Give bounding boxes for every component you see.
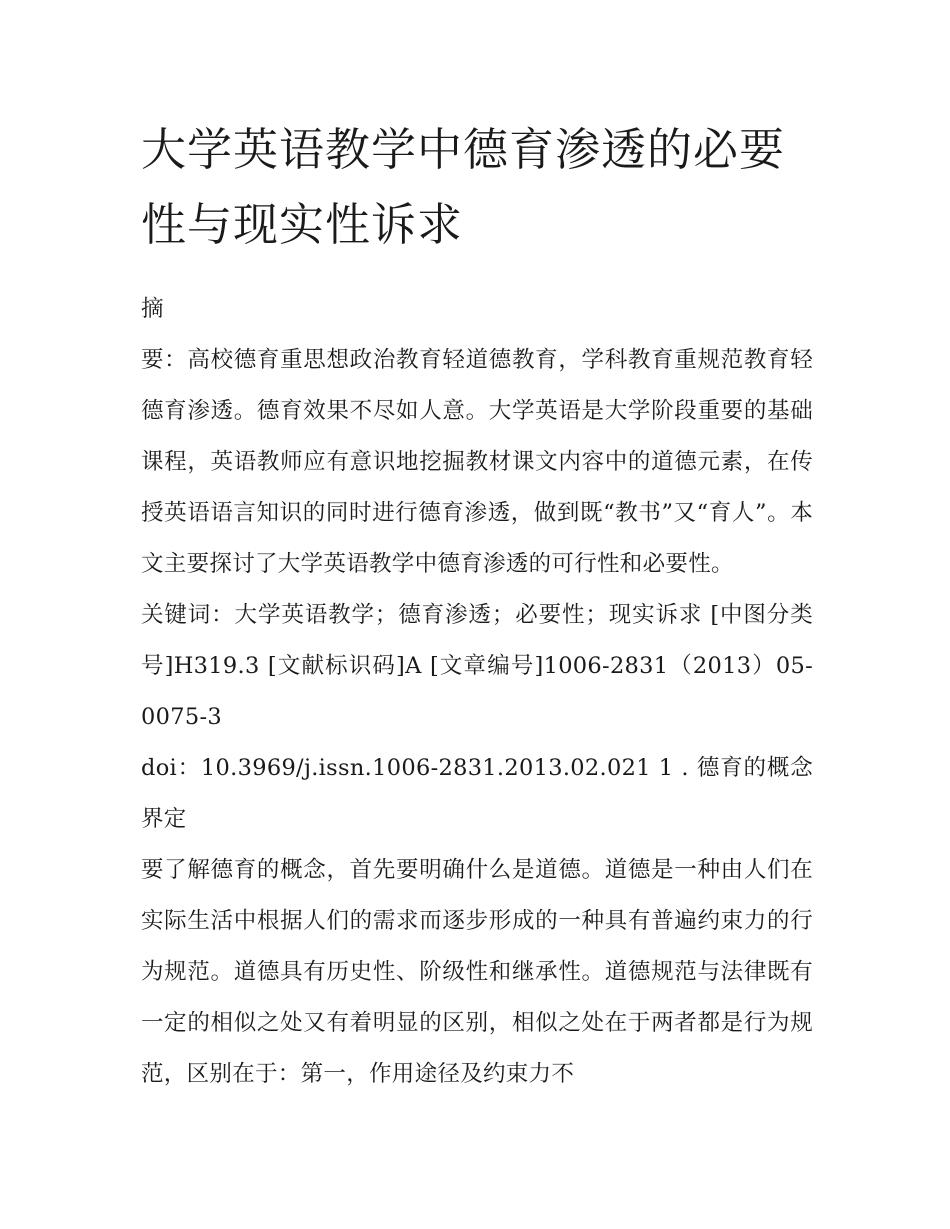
document-page xyxy=(141,112,813,1100)
abstract-label: 摘 xyxy=(141,296,164,322)
keywords-line: 关键词：大学英语教学；德育渗透；必要性；现实诉求 [中图分类号]H319.3 [文献标识码]A [文章编号]1006-2831（2013）05-0075-3 xyxy=(141,602,813,730)
article-title: 大学英语教学中德育渗透的必要性与现实性诉求 xyxy=(141,123,786,251)
abstract-text: 要：高校德育重思想政治教育轻道德教育，学科教育重规范教育轻德育渗透。德育效果不尽如人意。大学英语是大学阶段重要的基础课程，英语教师应有意识地挖掘教材课文内容中的道德元素，在传授英语语言知识的同时进行德育渗透，做到既“教书”又“育人”。本文主要探讨了大学英语教学中德育渗透的可行性和必要性。 xyxy=(141,347,813,577)
body-paragraph: 要了解德育的概念，首先要明确什么是道德。道德是一种由人们在实际生活中根据人们的需求而逐步形成的一种具有普遍约束力的行为规范。道德具有历史性、阶级性和继承性。道德规范与法律既有一定的相似之处又有着明显的区别，相似之处在于两者都是行为规范，区别在于：第一，作用途径及约束力不 xyxy=(141,857,813,1087)
doi-line: doi：10.3969/j.issn.1006-2831.2013.02.021 1 . 德育的概念界定 xyxy=(141,755,813,832)
